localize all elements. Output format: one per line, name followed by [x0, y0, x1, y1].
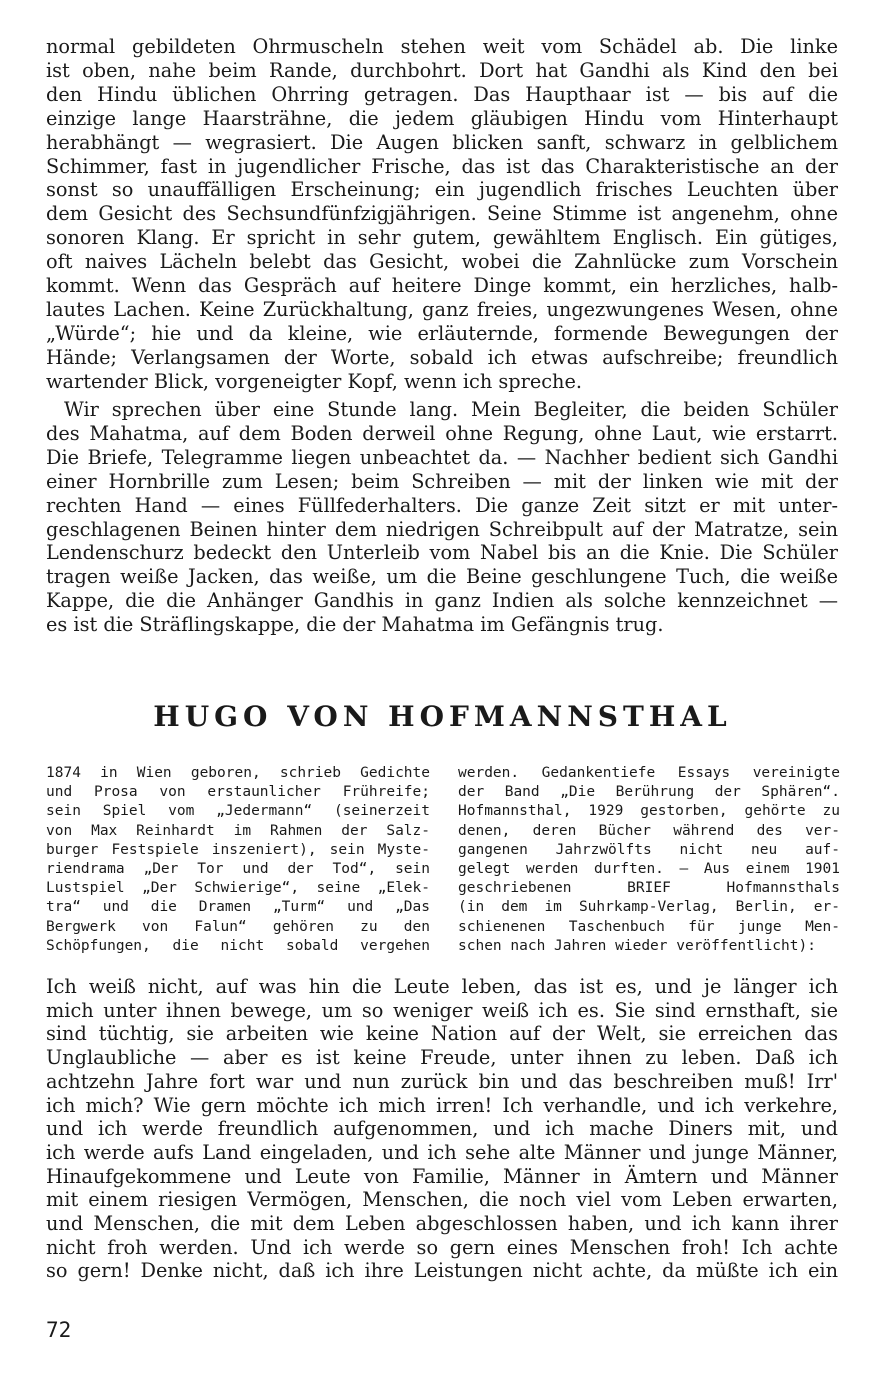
bio-line: Bergwerk von Falun“ gehören zu den — [46, 918, 430, 935]
text-line: geschlagenen Beinen hinter dem niedrigen Schreibpult auf der Matratze, sein — [46, 517, 838, 541]
bio-line: geschriebenen BRIEF Hofmannsthals — [458, 880, 840, 897]
text-line: Wir sprechen über eine Stunde lang. Mein Begleiter, die beiden Schüler — [64, 398, 838, 421]
bio-line: Schöpfungen, die nicht sobald vergehen — [46, 937, 430, 954]
bio-line: schienenen Taschenbuch für junge Men- — [458, 918, 840, 935]
bio-line: tra“ und die Dramen „Turm“ und „Das — [46, 899, 430, 916]
letter-line: sind tüchtig, sie arbeiten wie keine Nation auf der Welt, sie erreichen das — [46, 1022, 838, 1046]
text-line: herabhängt — wegrasiert. Die Augen blicken sanft, schwarz in gelblichem — [46, 130, 838, 154]
text-line: sonoren Klang. Er spricht in sehr gutem, gewähltem Englisch. Ein gütiges, — [46, 226, 838, 250]
bio-line: denen, deren Bücher während des ver- — [458, 822, 840, 839]
bio-line: sein Spiel vom „Jedermann“ (seinerzeit — [46, 803, 430, 820]
page-number: 72 — [46, 1318, 72, 1342]
bio-line: Lustspiel „Der Schwierige“, seine „Elek- — [46, 880, 430, 897]
letter-line: ich mich? Wie gern möchte ich mich irren! Ich verhandle, und ich verkehre, — [46, 1093, 838, 1117]
bio-line: werden. Gedankentiefe Essays vereinigte — [458, 765, 840, 781]
gandhi-conversation-paragraph — [46, 398, 838, 637]
letter-line: mit einem riesigen Vermögen, Menschen, die noch viel vom Leben erwarten, — [46, 1188, 838, 1212]
text-line: tragen weiße Jacken, das weiße, um die Beine geschlungene Tuch, die weiße — [46, 565, 838, 589]
gandhi-description-paragraph — [46, 35, 838, 394]
text-line: den Hindu üblichen Ohrring getragen. Das Haupthaar ist — bis auf die — [46, 82, 838, 106]
letter-line: achtzehn Jahre fort war und nun zurück bin und das beschreiben muß! Irr' — [46, 1069, 838, 1093]
text-line: wartender Blick, vorgeneigter Kopf, wenn ich spreche. — [46, 369, 583, 393]
letter-line: Hinaufgekommene und Leute von Familie, Männer in Ämtern und Männer — [46, 1164, 838, 1188]
text-line: Die Briefe, Telegramme liegen unbeachtet da. — Nachher bedient sich Gandhi — [46, 445, 838, 469]
bio-line: von Max Reinhardt im Rahmen der Salz- — [46, 822, 430, 839]
letter-line: und ich werde freundlich aufgenommen, und ich mache Diners mit, und — [46, 1117, 838, 1141]
bio-line: der Band „Die Berührung der Sphären“. — [458, 784, 840, 801]
text-line: normal gebildeten Ohrmuscheln stehen weit vom Schädel ab. Die linke — [46, 35, 838, 58]
text-line: Kappe, die die Anhänger Gandhis in ganz Indien als solche kennzeichnet — — [46, 589, 838, 613]
letter-line: ich werde aufs Land eingeladen, und ich sehe alte Männer und junge Männer, — [46, 1140, 838, 1164]
text-line: es ist die Sträflingskappe, die der Mahatma im Gefängnis trug. — [46, 613, 664, 637]
text-line: ist oben, nahe beim Rande, durchbohrt. Dort hat Gandhi als Kind den bei — [46, 58, 838, 82]
letter-line: und Menschen, die mit dem Leben abgeschlossen haben, und ich kann ihrer — [46, 1212, 838, 1236]
bio-column-right — [458, 764, 840, 956]
bio-line: riendrama „Der Tor und der Tod“, sein — [46, 861, 430, 878]
letter-line: Unglaubliche — aber es ist keine Freude, unter ihnen zu leben. Daß ich — [46, 1046, 838, 1070]
bio-line: gelegt werden durften. — Aus einem 1901 — [458, 861, 840, 878]
letter-line: nicht froh werden. Und ich werde so gern eines Menschen froh! Ich achte — [46, 1235, 838, 1259]
bio-line: burger Festspiele inszeniert), sein Myste- — [46, 841, 430, 858]
bio-line: Hofmannsthal, 1929 gestorben, gehörte zu — [458, 803, 840, 820]
text-line: kommt. Wenn das Gespräch auf heitere Dinge kommt, ein herzliches, halb- — [46, 274, 838, 298]
letter-line: so gern! Denke nicht, daß ich ihre Leistungen nicht achte, da müßte ich ein — [46, 1259, 838, 1283]
text-line: einzige lange Haarsträhne, die jedem gläubigen Hindu vom Hinterhaupt — [46, 106, 838, 130]
bio-line: und Prosa von erstaunlicher Frühreife; — [46, 784, 430, 801]
section-heading: HUGO VON HOFMANNSTHAL — [153, 700, 732, 733]
text-line: oft naives Lächeln belebt das Gesicht, wobei die Zahnlücke zum Vorschein — [46, 250, 838, 274]
text-line: rechten Hand — eines Füllfederhalters. Die ganze Zeit sitzt er mit unter- — [46, 493, 838, 517]
bio-column-left — [46, 764, 430, 956]
letter-line: Ich weiß nicht, auf was hin die Leute leben, das ist es, und je länger ich — [46, 975, 838, 998]
text-line: Lendenschurz bedeckt den Unterleib vom Nabel bis an die Knie. Die Schüler — [46, 541, 838, 565]
bio-line: (in dem im Suhrkamp-Verlag, Berlin, er- — [458, 899, 840, 916]
text-line: einer Hornbrille zum Lesen; beim Schreiben — mit der linken wie mit der — [46, 469, 838, 493]
text-line: Schimmer, fast in jugendlicher Frische, das ist das Charakteristische an der — [46, 154, 838, 178]
text-line: Hände; Verlangsamen der Worte, sobald ich etwas aufschreibe; freundlich — [46, 345, 838, 369]
text-line: des Mahatma, auf dem Boden derweil ohne Regung, ohne Laut, wie erstarrt. — [46, 421, 838, 445]
bio-line: gangenen Jahrzwölfts nicht neu auf- — [458, 841, 840, 858]
bio-line: schen nach Jahren wieder veröffentlicht): — [458, 937, 816, 954]
text-line: sonst so unauffälligen Erscheinung; ein jugendlich frisches Leuchten über — [46, 178, 838, 202]
bio-line: 1874 in Wien geboren, schrieb Gedichte — [46, 765, 430, 781]
text-line: dem Gesicht des Sechsundfünfzigjährigen. Seine Stimme ist angenehm, ohne — [46, 202, 838, 226]
text-line: „Würde“; hie und da kleine, wie erläuternde, formende Bewegungen der — [46, 321, 838, 345]
letter-excerpt — [46, 975, 838, 1283]
text-line: lautes Lachen. Keine Zurückhaltung, ganz freies, ungezwungenes Wesen, ohne — [46, 297, 838, 321]
letter-line: mich unter ihnen bewege, um so weniger weiß ich es. Sie sind ernsthaft, sie — [46, 998, 838, 1022]
